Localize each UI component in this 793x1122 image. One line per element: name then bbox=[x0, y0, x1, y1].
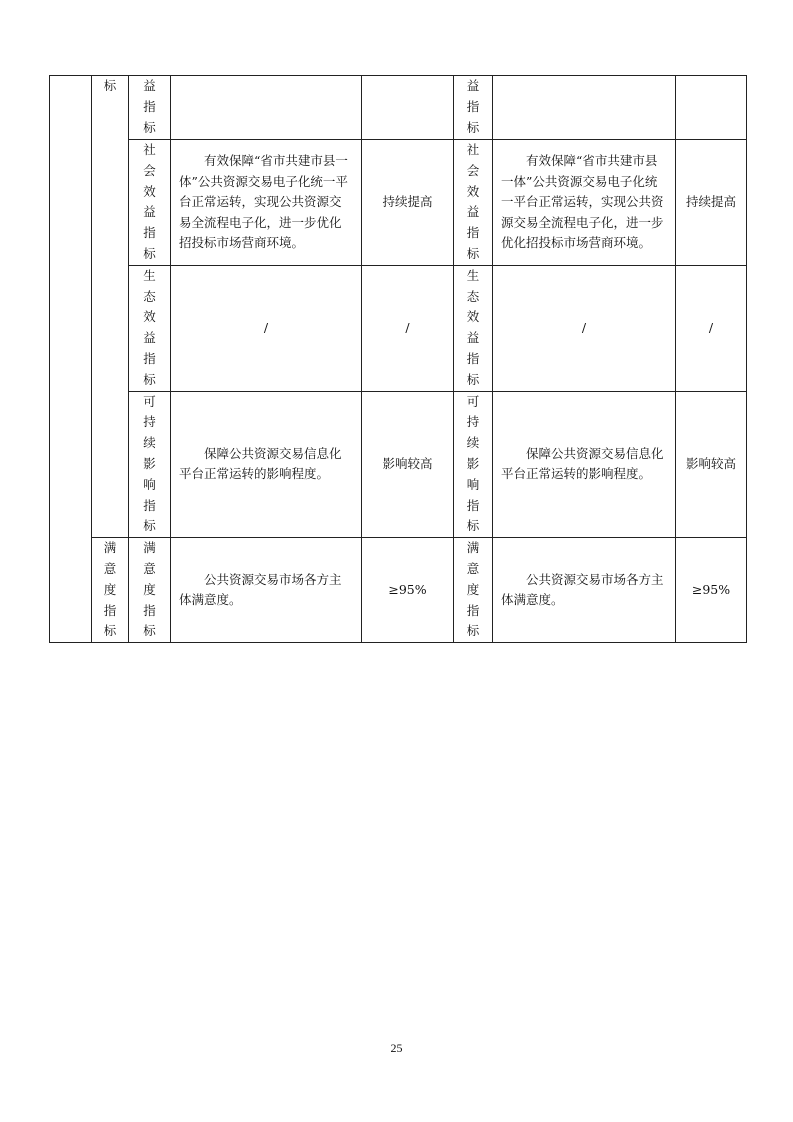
label-char: 标 bbox=[466, 245, 480, 261]
content-cell-left bbox=[171, 391, 362, 538]
table-row bbox=[50, 538, 747, 643]
content-text-right: 保障公共资源交易信息化平台正常运转的影响程度。 bbox=[501, 445, 664, 482]
label-char: 益 bbox=[143, 330, 156, 346]
content-cell-right bbox=[493, 76, 676, 140]
vertical-label bbox=[454, 392, 492, 538]
table-row bbox=[50, 76, 747, 140]
label-char: 会 bbox=[143, 162, 156, 178]
level2-cell bbox=[92, 538, 129, 643]
value-cell-left bbox=[362, 140, 454, 266]
label-char: 度 bbox=[466, 581, 480, 597]
label-char: 标 bbox=[143, 119, 156, 135]
label-char: 意 bbox=[143, 560, 156, 576]
value-cell-left bbox=[362, 391, 454, 538]
value-text-right: ≥95% bbox=[691, 581, 731, 597]
content-text-left: 公共资源交易市场各方主体满意度。 bbox=[179, 571, 342, 608]
label-char: 指 bbox=[143, 602, 156, 618]
content-cell-left bbox=[171, 76, 362, 140]
level1-cell bbox=[50, 76, 92, 643]
label-char: 生 bbox=[466, 267, 480, 283]
value-cell-right bbox=[676, 538, 747, 643]
label-char: 效 bbox=[143, 309, 156, 325]
label-char: 指 bbox=[466, 350, 480, 366]
label-char: 标 bbox=[143, 371, 156, 387]
label-char: 生 bbox=[143, 267, 156, 283]
label-char: 响 bbox=[466, 476, 480, 492]
performance-indicator-table bbox=[49, 75, 747, 643]
level3-label-right bbox=[454, 265, 493, 391]
content-cell-right bbox=[493, 391, 676, 538]
label-char: 标 bbox=[143, 245, 156, 261]
content-cell-left bbox=[171, 538, 362, 643]
label-char: 持 bbox=[466, 414, 480, 430]
level3-label-left bbox=[129, 538, 171, 643]
label-char: 指 bbox=[143, 99, 156, 115]
label-char: 标 bbox=[143, 623, 156, 639]
vertical-label bbox=[454, 76, 492, 138]
vertical-label bbox=[454, 538, 492, 642]
level3-label-right bbox=[454, 538, 493, 643]
content-text-left: 保障公共资源交易信息化平台正常运转的影响程度。 bbox=[179, 445, 342, 482]
label-char: 影 bbox=[466, 455, 480, 471]
value-cell-right bbox=[676, 140, 747, 266]
vertical-label bbox=[129, 538, 170, 642]
label-char: 意 bbox=[103, 560, 117, 576]
value-text-left: 持续提高 bbox=[382, 194, 433, 210]
value-text-left: ≥95% bbox=[388, 581, 427, 597]
label-char: 效 bbox=[466, 183, 480, 199]
level3-label-left bbox=[129, 391, 171, 538]
table-row bbox=[50, 140, 747, 266]
vertical-label bbox=[92, 538, 128, 642]
label-char: 标 bbox=[466, 371, 480, 387]
level2-cell bbox=[92, 76, 129, 538]
level3-label-left bbox=[129, 265, 171, 391]
label-char: 度 bbox=[103, 581, 117, 597]
value-text-right: / bbox=[708, 319, 714, 335]
value-cell-left bbox=[362, 76, 454, 140]
content-text-left: / bbox=[263, 319, 269, 335]
value-cell-right bbox=[676, 265, 747, 391]
value-cell-right bbox=[676, 391, 747, 538]
label-char: 指 bbox=[143, 225, 156, 241]
vertical-label bbox=[129, 392, 170, 538]
label-char: 益 bbox=[143, 204, 156, 220]
label-char: 效 bbox=[466, 309, 480, 325]
label-char: 可 bbox=[143, 393, 156, 409]
content-cell-right bbox=[493, 265, 676, 391]
level3-label-right bbox=[454, 76, 493, 140]
vertical-label bbox=[129, 266, 170, 391]
content-cell-right bbox=[493, 140, 676, 266]
label-char: 指 bbox=[466, 225, 480, 241]
label-char: 标 bbox=[466, 119, 480, 135]
content-cell-left bbox=[171, 265, 362, 391]
value-cell-left bbox=[362, 265, 454, 391]
value-text-left: / bbox=[405, 319, 410, 335]
label-char: 态 bbox=[466, 288, 480, 304]
label-char: 指 bbox=[466, 602, 480, 618]
value-text-right: 影响较高 bbox=[685, 456, 736, 472]
label-char: 社 bbox=[143, 142, 156, 157]
value-text-right: 持续提高 bbox=[685, 194, 736, 210]
label-char: 可 bbox=[466, 393, 480, 409]
label-char: 指 bbox=[103, 602, 117, 618]
label-char: 益 bbox=[466, 330, 480, 346]
label-char: 续 bbox=[143, 435, 156, 451]
level3-label-right bbox=[454, 391, 493, 538]
content-cell-left bbox=[171, 140, 362, 266]
label-char: 响 bbox=[143, 476, 156, 492]
label-char: 满 bbox=[103, 540, 117, 556]
label-char: 影 bbox=[143, 455, 156, 471]
label-char: 标 bbox=[143, 518, 156, 534]
content-text-right: 公共资源交易市场各方主体满意度。 bbox=[501, 571, 664, 608]
label-char: 指 bbox=[143, 497, 156, 513]
label-char: 益 bbox=[466, 78, 480, 94]
level3-label-left bbox=[129, 76, 171, 140]
vertical-label bbox=[129, 140, 170, 265]
label-char: 效 bbox=[143, 183, 156, 199]
level3-label-left bbox=[129, 140, 171, 266]
value-cell-left bbox=[362, 538, 454, 643]
label-char: 指 bbox=[466, 497, 480, 513]
vertical-label bbox=[129, 76, 170, 138]
level2-label: 标 bbox=[103, 78, 117, 93]
label-char: 指 bbox=[466, 99, 480, 115]
content-cell-right bbox=[493, 538, 676, 643]
label-char: 标 bbox=[466, 518, 480, 534]
label-char: 意 bbox=[466, 560, 480, 576]
label-char: 持 bbox=[143, 414, 156, 430]
value-text-left: 影响较高 bbox=[382, 456, 433, 472]
table-row bbox=[50, 391, 747, 538]
label-char: 会 bbox=[466, 162, 480, 178]
label-char: 满 bbox=[466, 540, 480, 556]
level3-label-right bbox=[454, 140, 493, 266]
vertical-label bbox=[454, 140, 492, 265]
label-char: 标 bbox=[466, 623, 480, 639]
label-char: 度 bbox=[143, 581, 156, 597]
label-char: 益 bbox=[466, 204, 480, 220]
label-char: 态 bbox=[143, 288, 156, 304]
table-row bbox=[50, 265, 747, 391]
label-char: 指 bbox=[143, 350, 156, 366]
label-char: 社 bbox=[466, 142, 480, 157]
page-number: 25 bbox=[390, 1041, 403, 1055]
label-char: 满 bbox=[143, 540, 156, 556]
content-text-right: / bbox=[581, 319, 587, 335]
label-char: 标 bbox=[103, 623, 117, 639]
value-cell-right bbox=[676, 76, 747, 140]
vertical-label bbox=[454, 266, 492, 391]
label-char: 益 bbox=[143, 78, 156, 94]
content-text-left: 有效保障“省市共建市县一体”公共资源交易电子化统一平台正常运转，实现公共资源交易全流程电子化，进一步优化招投标市场营商环境。 bbox=[179, 153, 348, 251]
label-char: 续 bbox=[466, 435, 480, 451]
content-text-right: 有效保障“省市共建市县一体”公共资源交易电子化统一平台正常运转，实现公共资源交易全流程电子化，进一步优化招投标市场营商环境。 bbox=[501, 153, 664, 251]
